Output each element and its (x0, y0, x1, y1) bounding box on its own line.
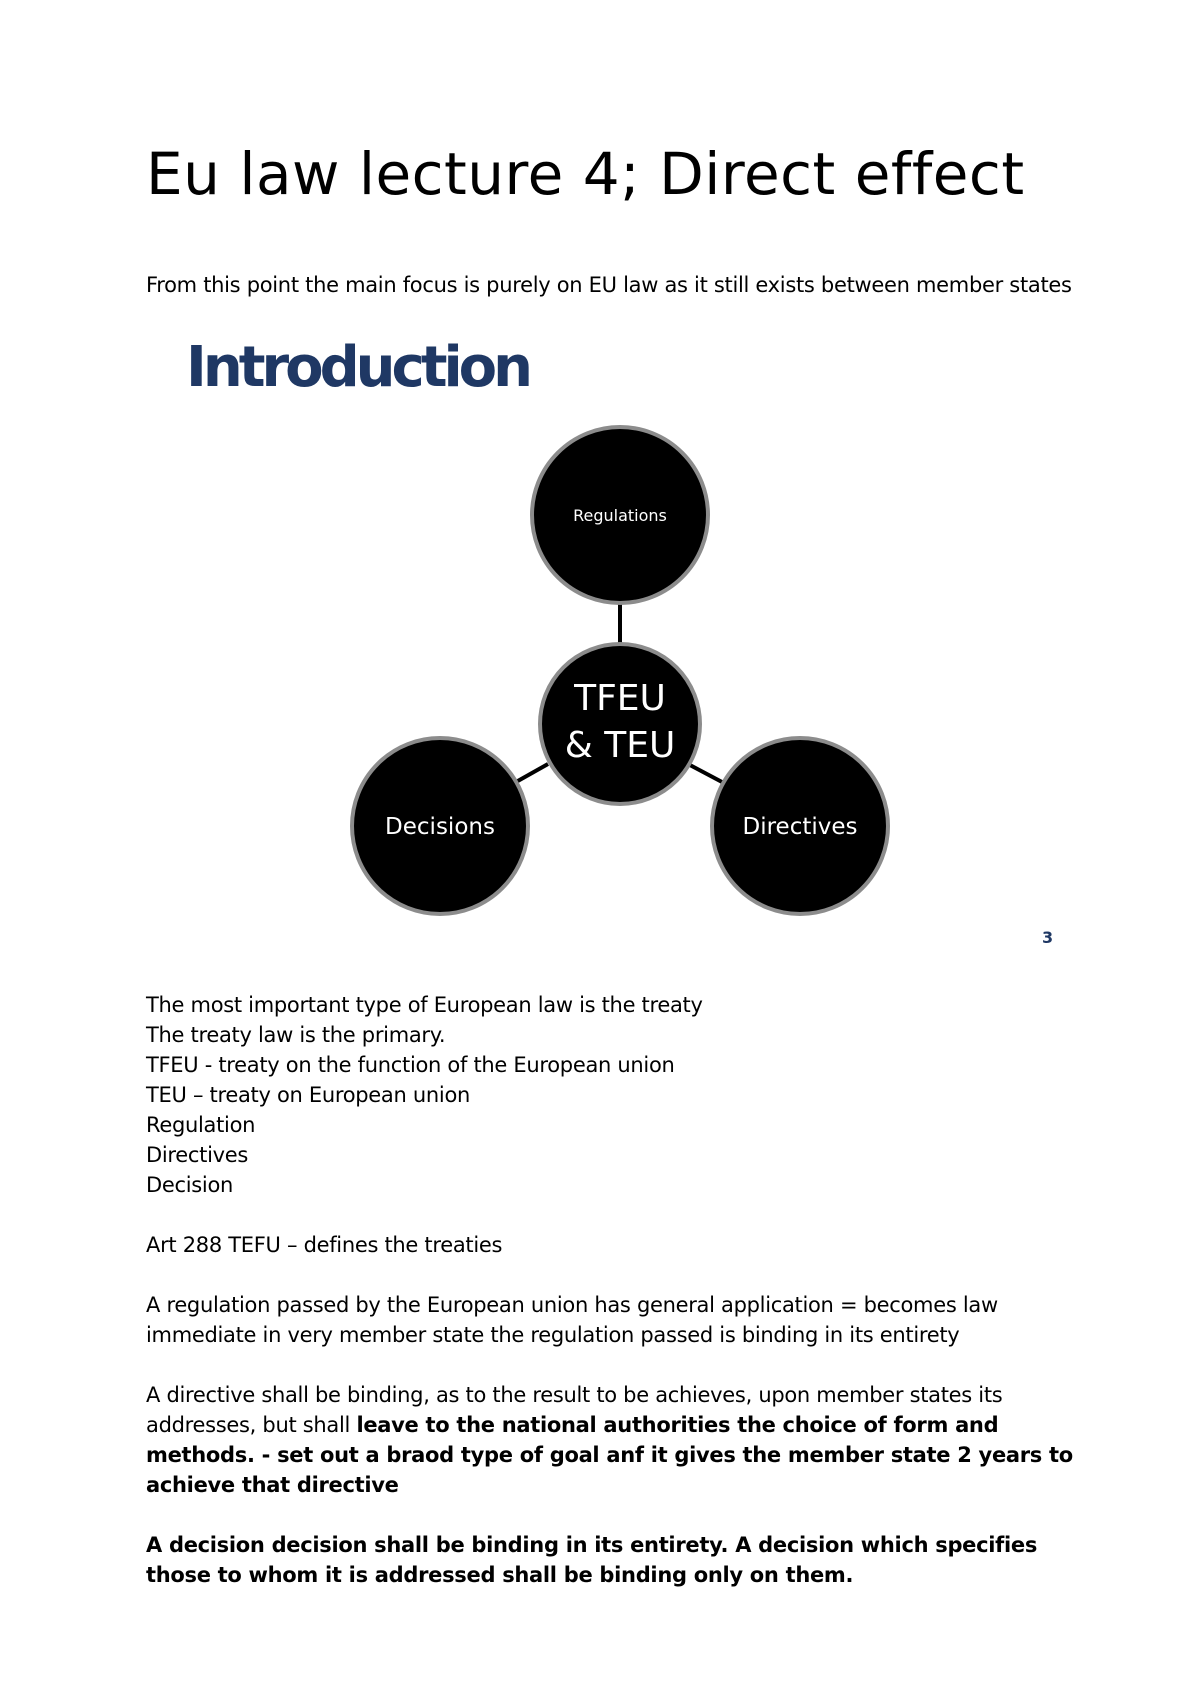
directive-paragraph (146, 1380, 1086, 1500)
decisions-label: Decisions (385, 814, 495, 840)
connector-left (516, 764, 548, 782)
list-item: TEU – treaty on European union (146, 1083, 470, 1107)
art-288-note: Art 288 TEFU – defines the treaties (146, 1233, 503, 1257)
connector-right (688, 764, 722, 782)
list-item: The most important type of European law is the treaty (146, 993, 703, 1017)
regulation-paragraph: A regulation passed by the European union has general application = becomes law immediate in very member state the regulation passed is binding in its entirety (146, 1293, 998, 1347)
document-title: Eu law lecture 4; Direct effect (146, 140, 1025, 208)
slide-heading: Introduction (186, 335, 530, 400)
decision-paragraph: A decision decision shall be binding in its entirety. A decision which specifies those to whom it is addressed shall be binding only on them. (146, 1533, 1038, 1587)
lecture-notes (146, 990, 1086, 1590)
list-item: Directives (146, 1143, 249, 1167)
list-item: Decision (146, 1173, 234, 1197)
list-item: Regulation (146, 1113, 256, 1137)
regulations-label: Regulations (573, 506, 667, 525)
treaties-label-line2: & TEU (564, 725, 676, 766)
slide-page-number: 3 (1042, 928, 1054, 947)
treaties-circle (540, 644, 700, 804)
directives-label: Directives (742, 814, 858, 840)
directive-text-bold: leave to the national authorities the choice of form and methods. - set out a braod type of goal anf it gives the member state 2 years to achieve that directive (146, 1413, 1073, 1497)
treaties-label-line1: TFEU (574, 678, 666, 719)
list-item: TFEU - treaty on the function of the European union (146, 1053, 675, 1077)
intro-paragraph: From this point the main focus is purely on EU law as it still exists between member states (146, 273, 1072, 297)
list-item: The treaty law is the primary. (146, 1023, 446, 1047)
directive-text: A directive shall be binding, as to the result to be achieves, upon member states its addresses, but shall (146, 1383, 1003, 1437)
